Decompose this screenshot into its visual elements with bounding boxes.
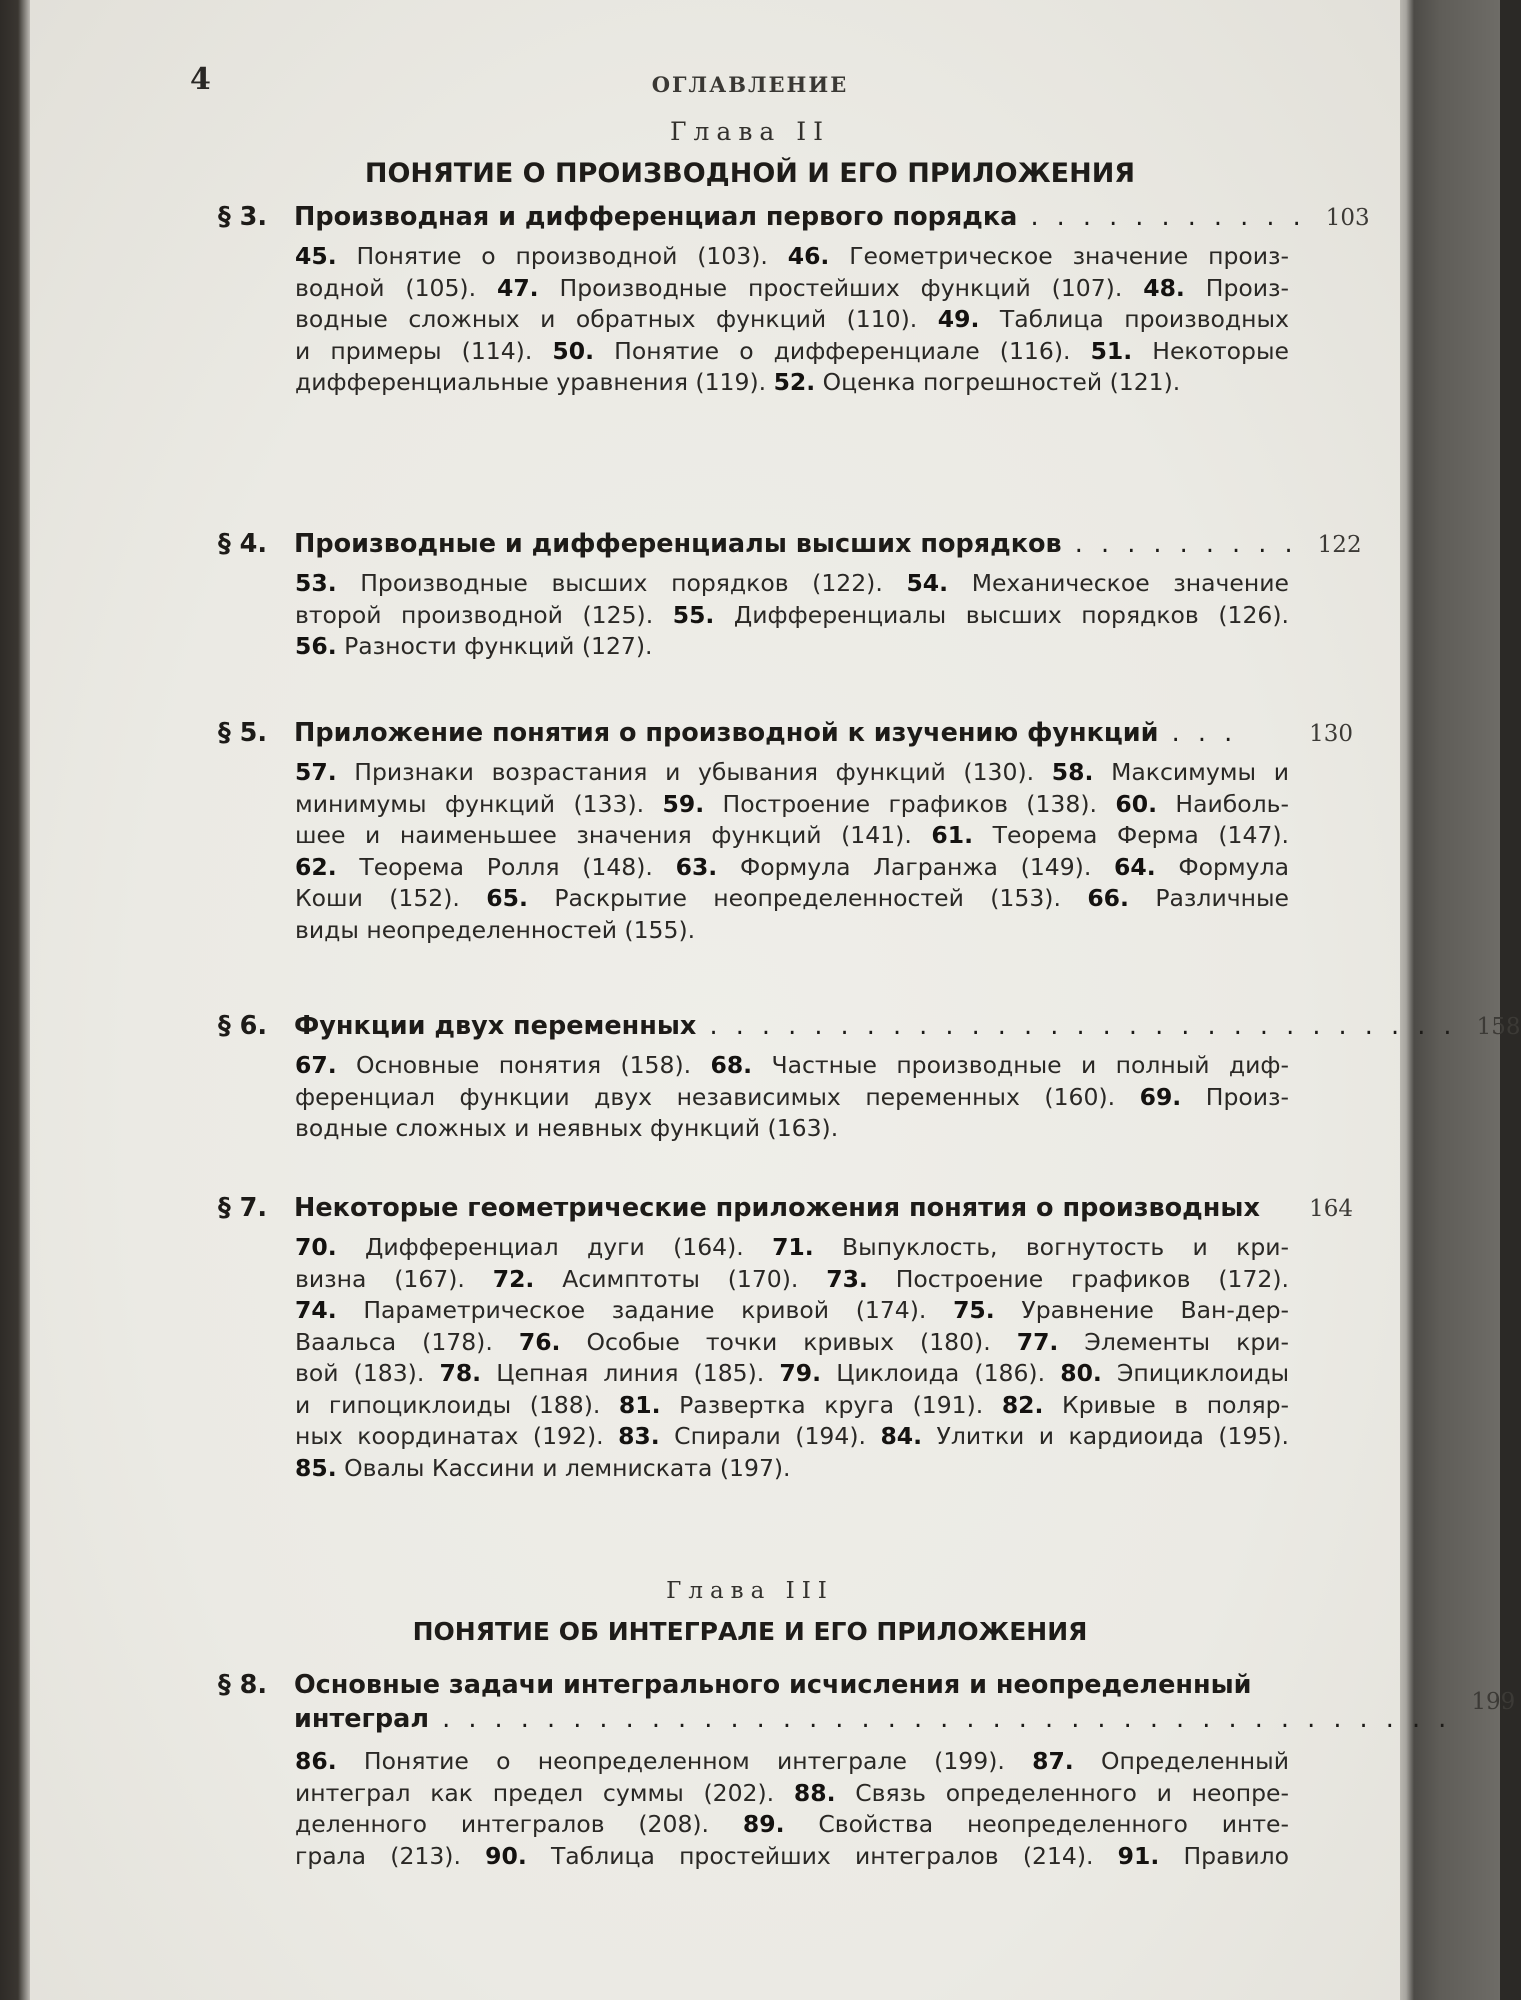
contents-line: [295, 1327, 1289, 1359]
contents-line: [295, 1050, 1289, 1082]
paragraph-text: и гипоциклоиды (188).: [295, 1390, 619, 1419]
paragraph-number: 82.: [1001, 1390, 1044, 1419]
paragraph-number: 74.: [295, 1296, 337, 1324]
paragraph-text: Формула Лагранжа (149).: [717, 852, 1115, 881]
section-contents: [295, 757, 1289, 946]
paragraph-text: Эпициклоиды: [1101, 1359, 1289, 1387]
paragraph-text: деленного интегралов (208).: [295, 1810, 743, 1838]
paragraph-text: Связь определенного и неопре-: [835, 1778, 1289, 1807]
paragraph-number: 70.: [295, 1233, 337, 1261]
paragraph-text: Особые точки кривых (180).: [560, 1327, 1017, 1356]
toc-section-6: [218, 1009, 1521, 1145]
section-mark: § 3.: [218, 202, 268, 232]
paragraph-number: 91.: [1117, 1841, 1160, 1870]
section-contents: [295, 1746, 1289, 1872]
leader-dots: . . .: [1158, 718, 1238, 748]
paragraph-number: 71.: [772, 1233, 814, 1261]
paragraph-text: Правило: [1159, 1841, 1290, 1870]
paragraph-number: 46.: [787, 242, 830, 270]
paragraph-number: 81.: [618, 1390, 661, 1419]
chapter-3-label: Глава III: [666, 1578, 834, 1604]
paragraph-number: 75.: [953, 1296, 995, 1324]
paragraph-text: Уравнение Ван-дер-: [994, 1296, 1289, 1324]
paragraph-text: Раскрытие неопределенностей (153).: [527, 884, 1088, 912]
contents-line: [295, 915, 1289, 947]
paragraph-number: 90.: [485, 1841, 527, 1870]
section-mark: § 7.: [218, 1193, 268, 1223]
paragraph-text: Построение графиков (138).: [704, 789, 1116, 818]
page-number: 4: [190, 62, 211, 97]
paragraph-text: водные сложных и неявных функций (163).: [295, 1114, 839, 1142]
paragraph-number: 79.: [779, 1359, 822, 1387]
section-heading: [218, 1009, 1521, 1044]
paragraph-text: Произ-: [1184, 273, 1290, 302]
leader-dots: . . . . . . . . .: [1061, 529, 1298, 559]
contents-line: [295, 1421, 1289, 1453]
paragraph-number: 48.: [1143, 273, 1185, 302]
paragraph-number: 89.: [742, 1810, 785, 1838]
paragraph-text: виды неопределенностей (155).: [295, 915, 696, 944]
paragraph-text: Геометрическое значение произ-: [829, 242, 1289, 270]
contents-line: [295, 852, 1289, 884]
section-page-number: 103: [1325, 205, 1370, 231]
paragraph-number: 86.: [295, 1747, 337, 1775]
section-heading: [218, 527, 1362, 562]
paragraph-text: и примеры (114).: [295, 336, 553, 365]
contents-line: [295, 1841, 1289, 1873]
leader-dots: . . . . . . . . . . .: [1017, 202, 1306, 232]
contents-line: [295, 1232, 1289, 1264]
paragraph-number: 84.: [880, 1422, 923, 1450]
leader-dots: . . . . . . . . . . . . . . . . . . . . . . . . . . . . .: [696, 1011, 1457, 1041]
section-title-line-2: интеграл: [294, 1704, 430, 1734]
paragraph-text: Различные: [1128, 884, 1289, 912]
section-page-number: 130: [1309, 721, 1353, 747]
paragraph-text: Произ-: [1181, 1082, 1289, 1111]
contents-line: [295, 1082, 1289, 1114]
paragraph-text: Коши (152).: [295, 884, 487, 912]
paragraph-text: Разности функций (127).: [336, 632, 653, 660]
section-heading: [218, 200, 1370, 235]
paragraph-number: 59.: [662, 789, 705, 818]
contents-line: [295, 789, 1289, 821]
paragraph-text: Максимумы и: [1093, 758, 1289, 786]
toc-section-4: [218, 527, 1362, 663]
paragraph-text: Построение графиков (172).: [867, 1264, 1290, 1293]
paragraph-text: вой (183).: [295, 1359, 440, 1387]
section-mark: § 6.: [218, 1011, 268, 1041]
paragraph-number: 85.: [295, 1453, 337, 1482]
contents-line: [295, 273, 1289, 305]
section-heading: [218, 1191, 1353, 1226]
paragraph-number: 57.: [295, 758, 337, 786]
paragraph-text: ференциал функции двух независимых переменных (160).: [295, 1082, 1140, 1111]
paragraph-number: 58.: [1051, 758, 1094, 786]
paragraph-text: Некоторые: [1132, 336, 1289, 365]
paragraph-text: минимумы функций (133).: [295, 789, 663, 818]
paragraph-text: Производные высших порядков (122).: [336, 569, 907, 597]
section-page-number: 164: [1309, 1196, 1353, 1222]
leader-dots: . . . . . . . . . . . . . . . . . . . . . . . . . . . . . . . . . . . . . . .: [429, 1704, 1452, 1734]
contents-line: [295, 1295, 1289, 1327]
paragraph-number: 47.: [496, 273, 539, 302]
paragraph-number: 83.: [618, 1422, 660, 1450]
chapter-2-title: ПОНЯТИЕ О ПРОИЗВОДНОЙ И ЕГО ПРИЛОЖЕНИЯ: [364, 158, 1136, 189]
section-heading: [218, 1668, 1516, 1736]
paragraph-text: Признаки возрастания и убывания функций (130).: [336, 758, 1052, 786]
paragraph-text: Частные производные и полный диф-: [752, 1051, 1289, 1079]
section-title: Приложение понятия о производной к изучению функций: [294, 718, 1159, 748]
paragraph-text: Ваальса (178).: [295, 1327, 519, 1356]
paragraph-text: Таблица простейших интегралов (214).: [526, 1841, 1118, 1870]
paragraph-number: 66.: [1087, 884, 1129, 912]
contents-line: [295, 367, 1289, 399]
paragraph-number: 62.: [295, 852, 337, 881]
paragraph-number: 61.: [931, 821, 974, 849]
paragraph-text: Развертка круга (191).: [660, 1390, 1002, 1419]
paragraph-text: Понятие о производной (103).: [336, 242, 788, 270]
section-contents: [295, 568, 1289, 663]
paragraph-number: 65.: [486, 884, 528, 912]
section-contents: [295, 1050, 1289, 1145]
toc-section-8: [218, 1668, 1516, 1872]
section-mark: § 4.: [218, 529, 268, 559]
paragraph-text: Теорема Ферма (147).: [973, 821, 1289, 849]
paragraph-text: Овалы Кассини и лемниската (197).: [336, 1453, 791, 1482]
paragraph-number: 49.: [937, 305, 980, 333]
paragraph-number: 54.: [906, 569, 949, 597]
paragraph-text: шее и наименьшее значения функций (141).: [295, 821, 932, 849]
contents-line: [295, 1113, 1289, 1145]
paragraph-text: Формула: [1155, 852, 1289, 881]
paragraph-number: 77.: [1016, 1327, 1059, 1356]
contents-line: [295, 820, 1289, 852]
paragraph-text: Дифференциалы высших порядков (126).: [714, 600, 1289, 629]
contents-line: [295, 631, 1289, 663]
paragraph-text: Спирали (194).: [659, 1422, 881, 1450]
paragraph-number: 45.: [295, 242, 337, 270]
section-title: Производные и дифференциалы высших порядков: [294, 529, 1062, 559]
section-title: Некоторые геометрические приложения понятия о производных: [294, 1193, 1260, 1223]
paragraph-text: Определенный: [1073, 1747, 1289, 1775]
paragraph-text: Понятие о неопределенном интеграле (199).: [336, 1747, 1033, 1775]
paragraph-text: Улитки и кардиоида (195).: [922, 1422, 1289, 1450]
paragraph-number: 78.: [439, 1359, 482, 1387]
paragraph-text: второй производной (125).: [295, 600, 673, 629]
running-head: [190, 62, 1310, 102]
paragraph-number: 50.: [552, 336, 595, 365]
paragraph-number: 51.: [1090, 336, 1133, 365]
toc-section-7: [218, 1191, 1353, 1484]
paragraph-text: Параметрическое задание кривой (174).: [336, 1296, 954, 1324]
paragraph-text: Производные простейших функций (107).: [538, 273, 1144, 302]
paragraph-text: грала (213).: [295, 1841, 486, 1870]
paragraph-number: 53.: [295, 569, 337, 597]
paragraph-text: Выпуклость, вогнутость и кри-: [813, 1233, 1289, 1261]
contents-line: [295, 1453, 1289, 1485]
paragraph-text: Оценка погрешностей (121).: [815, 368, 1181, 396]
paragraph-number: 69.: [1139, 1082, 1182, 1111]
section-contents: [295, 1232, 1289, 1484]
paragraph-text: Основные понятия (158).: [336, 1051, 711, 1079]
paragraph-number: 56.: [295, 632, 337, 660]
paragraph-text: Циклоида (186).: [821, 1359, 1061, 1387]
contents-line: [295, 241, 1289, 273]
paragraph-text: водные сложных и обратных функций (110).: [295, 305, 938, 333]
running-title: ОГЛАВЛЕНИЕ: [651, 72, 849, 97]
contents-line: [295, 600, 1289, 632]
contents-line: [295, 1746, 1289, 1778]
paragraph-number: 67.: [295, 1051, 337, 1079]
contents-line: [295, 1390, 1289, 1422]
paragraph-number: 87.: [1032, 1747, 1074, 1775]
contents-line: [295, 568, 1289, 600]
paragraph-number: 55.: [672, 600, 715, 629]
section-title-line-1: Основные задачи интегрального исчисления и неопределенный: [294, 1670, 1252, 1700]
contents-line: [295, 1264, 1289, 1296]
paragraph-number: 60.: [1115, 789, 1158, 818]
paragraph-text: Наиболь-: [1157, 789, 1289, 818]
paragraph-number: 68.: [710, 1051, 753, 1079]
paragraph-number: 80.: [1060, 1359, 1102, 1387]
section-mark: § 8.: [218, 1670, 268, 1700]
contents-line: [295, 883, 1289, 915]
section-contents: [295, 241, 1289, 399]
contents-line: [295, 304, 1289, 336]
paragraph-text: Теорема Ролля (148).: [336, 852, 676, 881]
paragraph-number: 52.: [773, 368, 816, 396]
section-title: Производная и дифференциал первого порядка: [294, 202, 1018, 232]
section-page-number: 158: [1476, 1014, 1521, 1040]
section-title: Функции двух переменных: [294, 1011, 697, 1041]
toc-section-5: [218, 716, 1353, 946]
chapter-2-label: Глава II: [669, 117, 831, 146]
paragraph-text: Понятие о дифференциале (116).: [594, 336, 1091, 365]
toc-section-3: [218, 200, 1370, 399]
paragraph-text: Свойства неопределенного инте-: [784, 1810, 1289, 1838]
paragraph-text: Элементы кри-: [1058, 1327, 1289, 1356]
section-page-number: 122: [1317, 532, 1362, 558]
paragraph-text: Механическое значение: [948, 569, 1289, 597]
contents-line: [295, 757, 1289, 789]
paragraph-text: водной (105).: [295, 273, 497, 302]
paragraph-number: 72.: [492, 1264, 535, 1293]
paragraph-number: 88.: [793, 1778, 836, 1807]
contents-line: [295, 336, 1289, 368]
chapter-3-title: ПОНЯТИЕ ОБ ИНТЕГРАЛЕ И ЕГО ПРИЛОЖЕНИЯ: [412, 1617, 1088, 1646]
paragraph-text: ных координатах (192).: [295, 1422, 619, 1450]
paragraph-text: дифференциальные уравнения (119).: [295, 368, 774, 396]
paragraph-number: 73.: [826, 1264, 868, 1293]
paragraph-text: Кривые в поляр-: [1043, 1390, 1290, 1419]
contents-line: [295, 1809, 1289, 1841]
paragraph-text: Дифференциал дуги (164).: [336, 1233, 773, 1261]
paragraph-text: Таблица производных: [979, 305, 1290, 333]
paragraph-number: 63.: [675, 852, 718, 881]
contents-line: [295, 1778, 1289, 1810]
paragraph-text: Асимптоты (170).: [534, 1264, 827, 1293]
section-mark: § 5.: [218, 718, 268, 748]
paragraph-number: 64.: [1114, 852, 1156, 881]
paragraph-number: 76.: [518, 1327, 561, 1356]
paragraph-text: интеграл как предел суммы (202).: [295, 1778, 794, 1807]
section-heading: [218, 716, 1353, 751]
paragraph-text: визна (167).: [295, 1264, 493, 1293]
paragraph-text: Цепная линия (185).: [481, 1359, 780, 1387]
section-page-number: 199: [1471, 1689, 1516, 1715]
contents-line: [295, 1358, 1289, 1390]
